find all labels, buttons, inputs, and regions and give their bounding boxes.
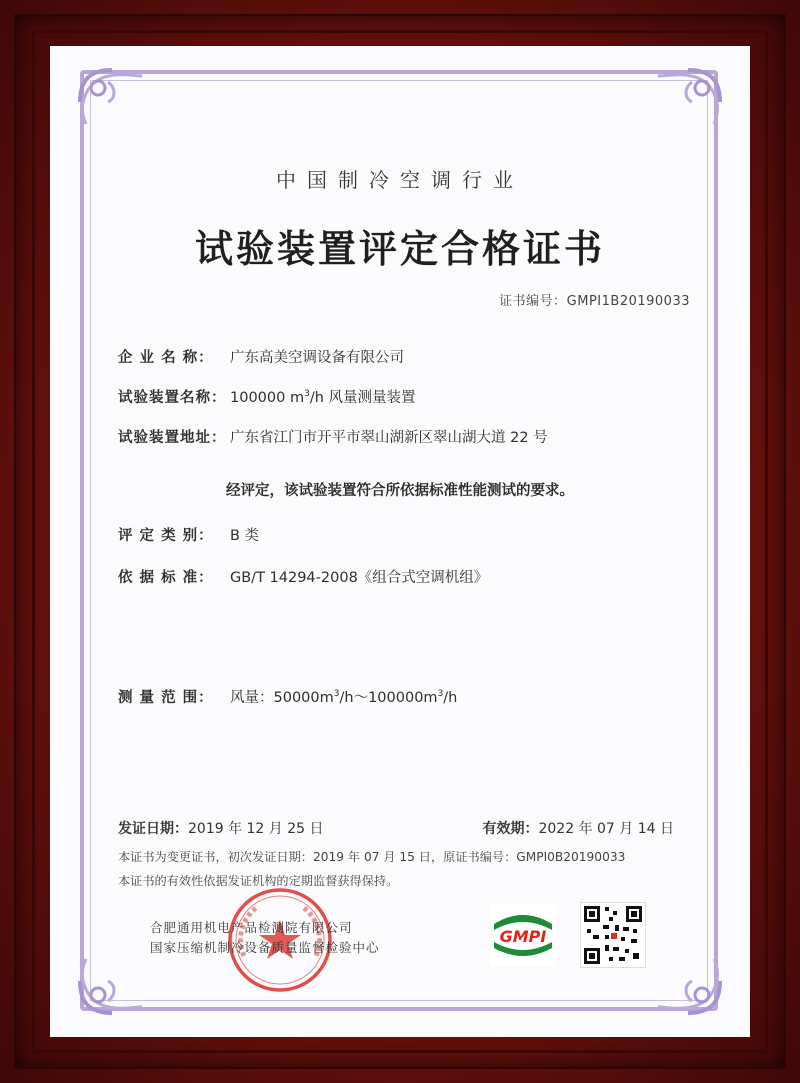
device-value-part: /h 风量测量装置 [309, 390, 416, 406]
corner-ornament-icon [648, 62, 728, 142]
category-label: 评 定 类 别： [118, 528, 214, 544]
corner-ornament-icon [648, 941, 728, 1021]
corner-ornament-icon [72, 941, 152, 1021]
company-label: 企 业 名 称： [118, 350, 214, 366]
issue-date-label: 发证日期： [118, 821, 188, 837]
address-label: 试验装置地址： [118, 430, 227, 446]
device-unit-superscript: 3 [304, 389, 310, 400]
issuer-center: 国家压缩机制冷设备质量监督检验中心 [150, 940, 380, 955]
standard-row [118, 566, 488, 587]
qr-code-pattern-icon [581, 903, 645, 967]
certificate-number-value: GMPI1B20190033 [566, 294, 690, 309]
range-value-part: /h～100000m [339, 690, 438, 706]
valid-until-value: 2022 年 07 月 14 日 [538, 821, 674, 837]
industry-heading: 中国制冷空调行业 [276, 168, 524, 192]
company-row [118, 346, 404, 367]
device-value-part: 100000 m [230, 390, 305, 406]
certificate-number [499, 290, 690, 309]
range-unit-superscript: 3 [333, 689, 340, 700]
certificate-title: 试验装置评定合格证书 [194, 226, 605, 271]
issue-date-value: 2019 年 12 月 25 日 [188, 821, 324, 837]
change-note: 本证书为变更证书，初次发证日期：2019 年 07 月 15 日，原证书编号：GMPI0B20190033 [118, 850, 626, 864]
issuer-name: 合肥通用机电产品检测院有限公司 [150, 920, 353, 935]
gmpi-logo-text: GMPI [499, 927, 547, 946]
range-value-part: 风量：50000m [230, 690, 334, 706]
device-label: 试验装置名称： [118, 390, 227, 406]
certificate-number-label: 证书编号： [499, 294, 567, 309]
valid-until-label: 有效期： [482, 821, 539, 837]
qr-code-icon[interactable] [580, 902, 646, 968]
range-row [118, 686, 457, 707]
standard-value: GB/T 14294-2008《组合式空调机组》 [230, 570, 489, 586]
corner-ornament-icon [72, 62, 152, 142]
range-label: 测 量 范 围： [118, 690, 214, 706]
category-value: B 类 [230, 528, 260, 544]
issue-date [118, 818, 324, 838]
device-row [118, 386, 416, 407]
gmpi-logo-icon [490, 904, 556, 966]
assessment-statement: 经评定，该试验装置符合所依据标准性能测试的要求。 [226, 483, 574, 499]
range-value-part: /h [443, 690, 458, 706]
address-value: 广东省江门市开平市翠山湖新区翠山湖大道 22 号 [230, 430, 548, 446]
range-unit-superscript: 3 [437, 689, 444, 700]
device-value [230, 386, 416, 407]
address-row [118, 426, 548, 447]
validity-note: 本证书的有效性依据发证机构的定期监督获得保持。 [118, 874, 399, 888]
category-row [118, 524, 259, 545]
range-value [230, 686, 457, 707]
standard-label: 依 据 标 准： [118, 570, 214, 586]
company-value: 广东高美空调设备有限公司 [230, 350, 404, 366]
certificate-paper [50, 46, 750, 1037]
valid-until [482, 818, 674, 838]
